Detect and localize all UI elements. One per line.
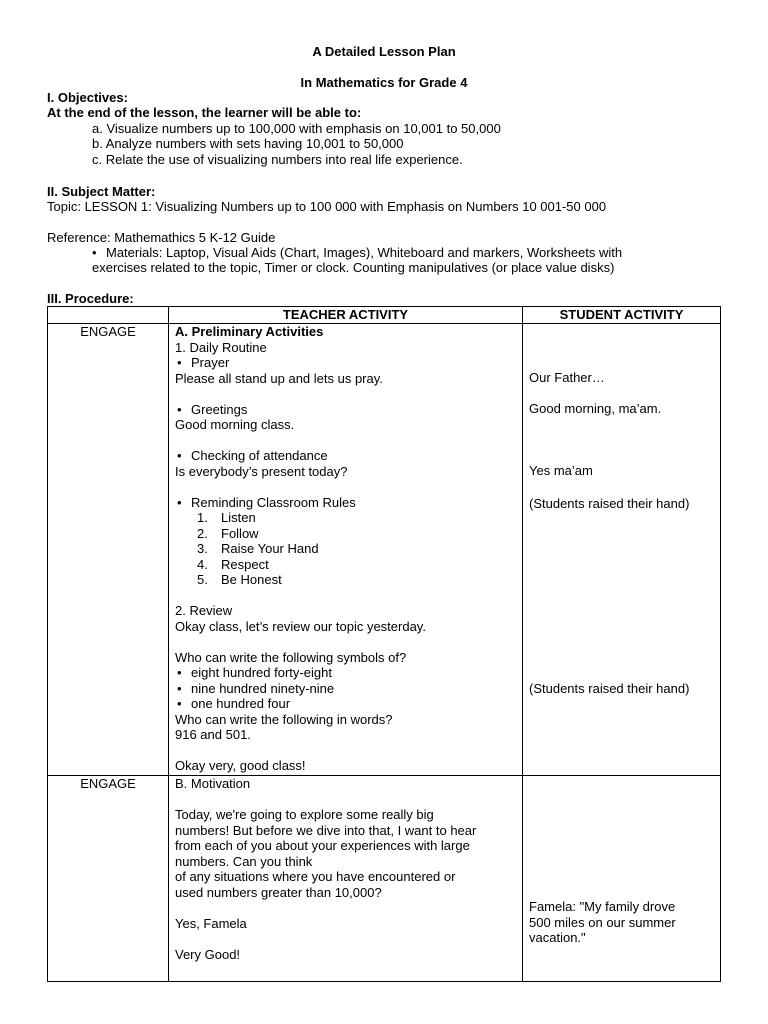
bullet-icon: • bbox=[92, 245, 97, 260]
materials-line-1: • Materials: Laptop, Visual Aids (Chart, Images), Whiteboard and markers, Worksheets with bbox=[92, 245, 623, 260]
rule-item: 2. Follow bbox=[197, 525, 259, 541]
rules-bullet: • Reminding Classroom Rules bbox=[175, 495, 516, 511]
rule-item: 3. Raise Your Hand bbox=[197, 541, 319, 556]
student-attendance: Yes ma’am bbox=[529, 463, 593, 478]
symbol-item: • one hundred four bbox=[175, 696, 516, 712]
motivation-line: numbers! But before we dive into that, I want to hear bbox=[175, 822, 477, 838]
words-question: Who can write the following in words? bbox=[175, 711, 393, 727]
topic-line: Topic: LESSON 1: Visualizing Numbers up to 100 000 with Emphasis on Numbers 10 001-50 000 bbox=[47, 199, 607, 214]
objective-a: a. Visualize numbers up to 100,000 with emphasis on 10,001 to 50,000 bbox=[92, 121, 501, 136]
objective-c: c. Relate the use of visualizing numbers into real life experience. bbox=[92, 152, 463, 167]
daily-routine: 1. Daily Routine bbox=[175, 339, 267, 355]
motivation-line: of any situations where you have encountered or bbox=[175, 869, 456, 884]
attendance-text: Is everybody’s present today? bbox=[175, 463, 348, 479]
phase-engage-2: ENGAGE bbox=[48, 776, 169, 982]
student-famela-line: 500 miles on our summer bbox=[529, 915, 676, 930]
symbol-item: • nine hundred ninety-nine bbox=[175, 681, 516, 697]
objectives-heading: I. Objectives: bbox=[47, 90, 128, 105]
student-activity-cell-2 bbox=[523, 776, 721, 982]
symbols-question: Who can write the following symbols of? bbox=[175, 649, 407, 665]
motivation-line: numbers. Can you think bbox=[175, 853, 313, 869]
student-prayer: Our Father… bbox=[529, 370, 605, 385]
review-text: Okay class, let’s review our topic yesterday. bbox=[175, 618, 426, 634]
rule-item: 4. Respect bbox=[197, 556, 269, 572]
greetings-text: Good morning class. bbox=[175, 417, 295, 432]
procedure-table bbox=[47, 306, 721, 982]
teacher-activity-cell-2 bbox=[169, 776, 523, 982]
objectives-intro: At the end of the lesson, the learner will be able to: bbox=[47, 105, 362, 120]
header-teacher-activity: TEACHER ACTIVITY bbox=[169, 307, 523, 324]
subject-matter-heading: II. Subject Matter: bbox=[47, 184, 156, 199]
attendance-bullet: • Checking of attendance bbox=[175, 448, 516, 464]
teacher-activity-cell-1 bbox=[169, 324, 523, 776]
motivation-line: from each of you about your experiences with large bbox=[175, 838, 470, 853]
very-good-text: Very Good! bbox=[175, 946, 241, 962]
student-review-response: (Students raised their hand) bbox=[529, 681, 690, 696]
symbol-item: • eight hundred forty-eight bbox=[175, 665, 516, 681]
words-numbers: 916 and 501. bbox=[175, 727, 251, 742]
document-title: A Detailed Lesson Plan bbox=[312, 44, 456, 59]
motivation-line: used numbers greater than 10,000? bbox=[175, 884, 382, 900]
praise-text: Okay very, good class! bbox=[175, 758, 306, 773]
prayer-text: Please all stand up and lets us pray. bbox=[175, 370, 383, 386]
rule-item: 1. Listen bbox=[197, 510, 256, 525]
greetings-bullet: • Greetings bbox=[175, 402, 516, 418]
table-header-row bbox=[48, 307, 721, 324]
student-rules-response: (Students raised their hand) bbox=[529, 496, 690, 511]
call-student: Yes, Famela bbox=[175, 915, 247, 931]
preliminary-heading: A. Preliminary Activities bbox=[175, 324, 324, 339]
motivation-heading: B. Motivation bbox=[175, 776, 251, 791]
phase-engage-1: ENGAGE bbox=[48, 324, 169, 776]
student-greeting: Good morning, ma’am. bbox=[529, 401, 662, 416]
motivation-line: Today, we're going to explore some really big bbox=[175, 807, 434, 822]
prayer-bullet: • Prayer bbox=[175, 355, 516, 371]
student-famela-line: Famela: "My family drove bbox=[529, 899, 676, 914]
student-activity-cell-1 bbox=[523, 324, 721, 776]
header-phase-cell bbox=[48, 307, 169, 324]
reference-line: Reference: Mathemathics 5 K-12 Guide bbox=[47, 230, 276, 245]
procedure-heading: III. Procedure: bbox=[47, 291, 134, 306]
student-famela-line: vacation." bbox=[529, 930, 586, 945]
table-row bbox=[48, 776, 721, 982]
materials-line-2: exercises related to the topic, Timer or clock. Counting manipulatives (or place value disks) bbox=[92, 260, 615, 275]
review-heading: 2. Review bbox=[175, 603, 233, 618]
table-row bbox=[48, 324, 721, 776]
header-student-activity: STUDENT ACTIVITY bbox=[523, 307, 721, 324]
document-subtitle: In Mathematics for Grade 4 bbox=[300, 75, 468, 90]
objective-b: b. Analyze numbers with sets having 10,001 to 50,000 bbox=[92, 136, 404, 151]
rule-item: 5. Be Honest bbox=[197, 572, 282, 587]
